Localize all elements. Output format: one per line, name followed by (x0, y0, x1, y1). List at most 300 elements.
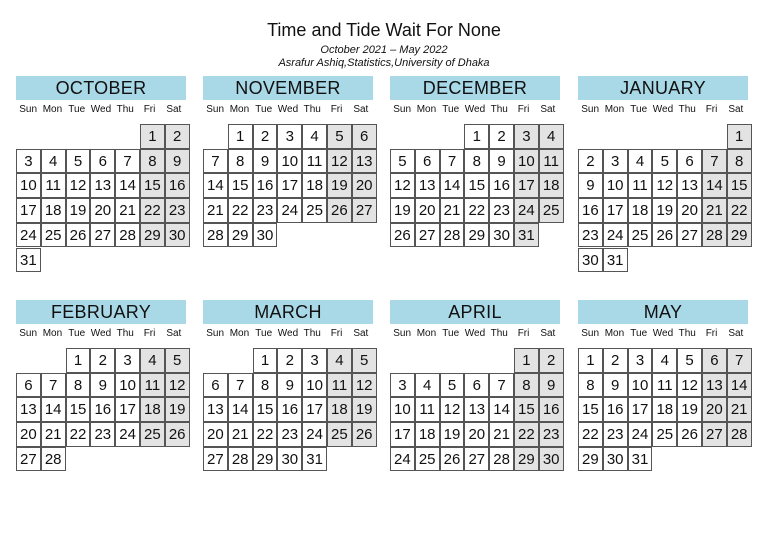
day-cell: 24 (514, 198, 539, 223)
day-cell: 12 (352, 373, 377, 398)
weekday-label: Wed (652, 104, 674, 115)
day-cell: 14 (702, 173, 727, 198)
day-cell: 26 (677, 422, 702, 447)
day-cell: 12 (677, 373, 702, 398)
day-cell: 27 (16, 447, 41, 472)
day-cell: 20 (702, 397, 727, 422)
day-cell: 13 (415, 173, 440, 198)
day-cell: 1 (253, 348, 278, 373)
day-cell: 9 (90, 373, 115, 398)
day-cell: 16 (253, 173, 278, 198)
day-cell: 5 (327, 124, 352, 149)
day-grid (578, 124, 748, 284)
day-cell: 2 (165, 124, 190, 149)
day-cell: 2 (603, 348, 628, 373)
weekday-label: Sun (206, 104, 225, 115)
day-cell: 17 (628, 397, 653, 422)
day-cell: 10 (277, 149, 302, 174)
month-header: APRIL (390, 300, 560, 324)
day-cell: 22 (140, 198, 165, 223)
day-cell: 20 (464, 422, 489, 447)
weekday-label: Fri (330, 104, 343, 115)
weekday-label: Sat (353, 104, 369, 115)
month-header: DECEMBER (390, 76, 560, 100)
day-grid (578, 348, 748, 508)
day-cell: 2 (578, 149, 603, 174)
month-header: JANUARY (578, 76, 748, 100)
day-grid (203, 124, 373, 284)
weekday-label: Sun (19, 104, 38, 115)
day-cell: 20 (352, 173, 377, 198)
month-may (578, 300, 748, 508)
day-cell: 14 (115, 173, 140, 198)
day-cell: 14 (228, 397, 253, 422)
weekday-label: Tue (255, 104, 273, 115)
month-header: NOVEMBER (203, 76, 373, 100)
day-cell: 22 (578, 422, 603, 447)
day-cell: 28 (727, 422, 752, 447)
weekday-label: Wed (464, 328, 486, 339)
day-cell: 4 (415, 373, 440, 398)
day-cell: 9 (489, 149, 514, 174)
day-cell: 9 (165, 149, 190, 174)
month-header: FEBRUARY (16, 300, 186, 324)
day-cell: 8 (66, 373, 91, 398)
day-cell: 17 (514, 173, 539, 198)
day-cell: 16 (165, 173, 190, 198)
day-cell: 21 (203, 198, 228, 223)
weekday-row (578, 103, 748, 117)
day-cell: 2 (277, 348, 302, 373)
day-cell: 23 (539, 422, 564, 447)
day-grid (390, 124, 560, 284)
day-cell: 8 (464, 149, 489, 174)
day-cell: 15 (140, 173, 165, 198)
day-cell: 27 (702, 422, 727, 447)
day-cell: 11 (140, 373, 165, 398)
day-cell: 16 (90, 397, 115, 422)
day-cell: 11 (652, 373, 677, 398)
day-cell: 29 (228, 223, 253, 248)
day-cell: 11 (41, 173, 66, 198)
day-cell: 24 (603, 223, 628, 248)
day-cell: 27 (352, 198, 377, 223)
weekday-label: Sat (540, 104, 556, 115)
day-cell: 7 (727, 348, 752, 373)
weekday-label: Fri (143, 328, 156, 339)
day-cell: 21 (489, 422, 514, 447)
day-cell: 23 (165, 198, 190, 223)
weekday-label: Mon (229, 104, 250, 115)
day-cell: 31 (514, 223, 539, 248)
day-cell: 26 (327, 198, 352, 223)
day-cell: 20 (90, 198, 115, 223)
day-cell: 30 (277, 447, 302, 472)
weekday-label: Sun (206, 328, 225, 339)
day-cell: 16 (539, 397, 564, 422)
day-cell: 15 (727, 173, 752, 198)
day-cell: 17 (115, 397, 140, 422)
weekday-row (203, 103, 373, 117)
weekday-label: Fri (517, 328, 530, 339)
day-cell: 22 (727, 198, 752, 223)
day-cell: 7 (203, 149, 228, 174)
weekday-label: Fri (517, 104, 530, 115)
weekday-label: Tue (630, 328, 648, 339)
day-cell: 17 (302, 397, 327, 422)
day-cell: 11 (628, 173, 653, 198)
day-cell: 12 (652, 173, 677, 198)
day-cell: 28 (489, 447, 514, 472)
weekday-label: Fri (705, 104, 718, 115)
day-cell: 7 (228, 373, 253, 398)
weekday-label: Tue (630, 104, 648, 115)
day-cell: 16 (489, 173, 514, 198)
day-cell: 14 (203, 173, 228, 198)
day-cell: 30 (489, 223, 514, 248)
day-cell: 3 (628, 348, 653, 373)
day-cell: 14 (727, 373, 752, 398)
day-cell: 17 (16, 198, 41, 223)
day-cell: 27 (415, 223, 440, 248)
day-cell: 13 (90, 173, 115, 198)
weekday-label: Thu (490, 104, 508, 115)
day-cell: 1 (140, 124, 165, 149)
day-cell: 10 (603, 173, 628, 198)
day-cell: 26 (390, 223, 415, 248)
day-cell: 17 (603, 198, 628, 223)
day-cell: 4 (140, 348, 165, 373)
weekday-label: Mon (42, 328, 63, 339)
day-cell: 3 (514, 124, 539, 149)
day-cell: 22 (66, 422, 91, 447)
weekday-label: Wed (277, 104, 299, 115)
day-cell: 18 (140, 397, 165, 422)
day-cell: 17 (390, 422, 415, 447)
weekday-row (16, 103, 186, 117)
day-cell: 11 (539, 149, 564, 174)
day-cell: 5 (352, 348, 377, 373)
day-cell: 6 (352, 124, 377, 149)
day-cell: 2 (539, 348, 564, 373)
day-cell: 27 (677, 223, 702, 248)
day-cell: 3 (603, 149, 628, 174)
day-cell: 12 (327, 149, 352, 174)
day-cell: 4 (628, 149, 653, 174)
day-cell: 22 (253, 422, 278, 447)
day-cell: 1 (66, 348, 91, 373)
day-cell: 18 (628, 198, 653, 223)
day-cell: 25 (140, 422, 165, 447)
weekday-label: Sun (393, 328, 412, 339)
weekday-label: Thu (116, 328, 134, 339)
day-cell: 20 (16, 422, 41, 447)
day-cell: 20 (203, 422, 228, 447)
day-cell: 25 (41, 223, 66, 248)
day-cell: 3 (16, 149, 41, 174)
weekday-label: Thu (303, 328, 321, 339)
day-cell: 23 (578, 223, 603, 248)
weekday-row (390, 103, 560, 117)
day-cell: 25 (628, 223, 653, 248)
day-cell: 10 (514, 149, 539, 174)
day-grid (16, 348, 186, 508)
day-cell: 19 (652, 198, 677, 223)
day-cell: 19 (390, 198, 415, 223)
day-cell: 2 (489, 124, 514, 149)
day-cell: 9 (603, 373, 628, 398)
day-cell: 18 (302, 173, 327, 198)
month-january (578, 76, 748, 284)
weekday-label: Mon (604, 328, 625, 339)
day-cell: 16 (277, 397, 302, 422)
day-cell: 8 (253, 373, 278, 398)
day-cell: 13 (352, 149, 377, 174)
weekday-label: Wed (90, 328, 112, 339)
day-cell: 24 (277, 198, 302, 223)
month-february (16, 300, 186, 508)
day-cell: 18 (652, 397, 677, 422)
day-cell: 15 (66, 397, 91, 422)
weekday-label: Sat (540, 328, 556, 339)
weekday-label: Sat (728, 328, 744, 339)
day-grid (203, 348, 373, 508)
day-cell: 7 (41, 373, 66, 398)
day-cell: 29 (578, 447, 603, 472)
day-grid (16, 124, 186, 284)
day-cell: 18 (41, 198, 66, 223)
day-cell: 19 (440, 422, 465, 447)
day-cell: 31 (302, 447, 327, 472)
weekday-label: Sat (166, 104, 182, 115)
day-cell: 21 (41, 422, 66, 447)
day-cell: 31 (628, 447, 653, 472)
day-cell: 29 (253, 447, 278, 472)
day-cell: 22 (464, 198, 489, 223)
month-october (16, 76, 186, 284)
day-cell: 3 (302, 348, 327, 373)
weekday-label: Tue (442, 104, 460, 115)
day-cell: 21 (702, 198, 727, 223)
day-cell: 19 (66, 198, 91, 223)
day-cell: 13 (203, 397, 228, 422)
day-cell: 6 (415, 149, 440, 174)
day-cell: 16 (578, 198, 603, 223)
day-cell: 13 (677, 173, 702, 198)
day-cell: 23 (603, 422, 628, 447)
day-cell: 12 (440, 397, 465, 422)
day-cell: 30 (165, 223, 190, 248)
weekday-label: Wed (652, 328, 674, 339)
day-cell: 29 (140, 223, 165, 248)
weekday-label: Tue (68, 328, 86, 339)
day-cell: 5 (66, 149, 91, 174)
day-cell: 6 (702, 348, 727, 373)
day-cell: 30 (539, 447, 564, 472)
weekday-label: Wed (464, 104, 486, 115)
day-cell: 27 (90, 223, 115, 248)
day-cell: 15 (253, 397, 278, 422)
weekday-label: Sat (728, 104, 744, 115)
day-cell: 11 (327, 373, 352, 398)
day-cell: 28 (228, 447, 253, 472)
day-cell: 4 (652, 348, 677, 373)
day-cell: 14 (489, 397, 514, 422)
day-cell: 22 (228, 198, 253, 223)
day-cell: 7 (489, 373, 514, 398)
day-cell: 28 (115, 223, 140, 248)
weekday-row (203, 327, 373, 341)
day-cell: 24 (628, 422, 653, 447)
month-november (203, 76, 373, 284)
day-cell: 13 (16, 397, 41, 422)
day-cell: 10 (16, 173, 41, 198)
day-cell: 19 (165, 397, 190, 422)
calendar-title: Time and Tide Wait For None (267, 20, 501, 40)
day-cell: 4 (327, 348, 352, 373)
day-cell: 17 (277, 173, 302, 198)
day-cell: 9 (277, 373, 302, 398)
day-cell: 5 (165, 348, 190, 373)
day-cell: 5 (440, 373, 465, 398)
day-cell: 6 (203, 373, 228, 398)
day-cell: 3 (115, 348, 140, 373)
day-cell: 25 (415, 447, 440, 472)
weekday-label: Thu (303, 104, 321, 115)
weekday-row (16, 327, 186, 341)
day-cell: 8 (228, 149, 253, 174)
weekday-label: Tue (255, 328, 273, 339)
day-cell: 5 (652, 149, 677, 174)
day-cell: 21 (115, 198, 140, 223)
day-cell: 12 (66, 173, 91, 198)
day-cell: 3 (390, 373, 415, 398)
weekday-label: Thu (490, 328, 508, 339)
weekday-label: Wed (90, 104, 112, 115)
day-cell: 9 (539, 373, 564, 398)
day-cell: 26 (440, 447, 465, 472)
day-cell: 25 (652, 422, 677, 447)
day-cell: 31 (16, 248, 41, 273)
weekday-label: Sat (166, 328, 182, 339)
month-header: MAY (578, 300, 748, 324)
day-cell: 23 (277, 422, 302, 447)
day-cell: 10 (390, 397, 415, 422)
day-cell: 16 (603, 397, 628, 422)
day-cell: 12 (390, 173, 415, 198)
weekday-label: Sun (581, 104, 600, 115)
day-cell: 1 (727, 124, 752, 149)
weekday-label: Fri (705, 328, 718, 339)
day-cell: 9 (578, 173, 603, 198)
day-cell: 21 (727, 397, 752, 422)
day-cell: 9 (253, 149, 278, 174)
day-cell: 23 (90, 422, 115, 447)
day-cell: 29 (727, 223, 752, 248)
day-cell: 24 (16, 223, 41, 248)
day-cell: 11 (415, 397, 440, 422)
day-cell: 25 (327, 422, 352, 447)
day-cell: 26 (165, 422, 190, 447)
day-cell: 6 (464, 373, 489, 398)
calendar-author: Asrafur Ashiq,Statistics,University of Dhaka (278, 57, 490, 69)
day-cell: 19 (352, 397, 377, 422)
day-cell: 28 (41, 447, 66, 472)
day-cell: 22 (514, 422, 539, 447)
day-cell: 19 (327, 173, 352, 198)
day-cell: 10 (302, 373, 327, 398)
day-cell: 23 (253, 198, 278, 223)
weekday-label: Fri (330, 328, 343, 339)
day-cell: 15 (464, 173, 489, 198)
day-cell: 4 (539, 124, 564, 149)
day-cell: 2 (253, 124, 278, 149)
day-cell: 28 (440, 223, 465, 248)
day-cell: 26 (652, 223, 677, 248)
day-cell: 7 (115, 149, 140, 174)
day-cell: 5 (677, 348, 702, 373)
day-cell: 10 (628, 373, 653, 398)
day-cell: 8 (578, 373, 603, 398)
month-april (390, 300, 560, 508)
weekday-row (578, 327, 748, 341)
day-cell: 6 (16, 373, 41, 398)
day-cell: 1 (514, 348, 539, 373)
day-cell: 6 (677, 149, 702, 174)
day-cell: 30 (603, 447, 628, 472)
day-cell: 19 (677, 397, 702, 422)
day-cell: 29 (464, 223, 489, 248)
day-cell: 21 (228, 422, 253, 447)
weekday-label: Mon (416, 328, 437, 339)
day-cell: 31 (603, 248, 628, 273)
weekday-label: Tue (442, 328, 460, 339)
day-cell: 8 (514, 373, 539, 398)
day-cell: 3 (277, 124, 302, 149)
month-header: MARCH (203, 300, 373, 324)
day-cell: 1 (464, 124, 489, 149)
weekday-label: Thu (678, 328, 696, 339)
day-cell: 15 (578, 397, 603, 422)
day-cell: 18 (539, 173, 564, 198)
weekday-label: Mon (229, 328, 250, 339)
month-december (390, 76, 560, 284)
day-cell: 7 (440, 149, 465, 174)
day-cell: 25 (539, 198, 564, 223)
day-cell: 24 (390, 447, 415, 472)
weekday-label: Sat (353, 328, 369, 339)
day-cell: 14 (41, 397, 66, 422)
day-cell: 13 (702, 373, 727, 398)
day-cell: 18 (327, 397, 352, 422)
day-cell: 12 (165, 373, 190, 398)
day-cell: 6 (90, 149, 115, 174)
day-cell: 8 (727, 149, 752, 174)
day-cell: 4 (302, 124, 327, 149)
day-cell: 8 (140, 149, 165, 174)
day-cell: 26 (66, 223, 91, 248)
weekday-row (390, 327, 560, 341)
day-cell: 13 (464, 397, 489, 422)
day-cell: 15 (514, 397, 539, 422)
day-cell: 1 (228, 124, 253, 149)
day-cell: 28 (702, 223, 727, 248)
day-cell: 4 (41, 149, 66, 174)
day-cell: 15 (228, 173, 253, 198)
weekday-label: Mon (42, 104, 63, 115)
day-cell: 20 (677, 198, 702, 223)
day-cell: 28 (203, 223, 228, 248)
